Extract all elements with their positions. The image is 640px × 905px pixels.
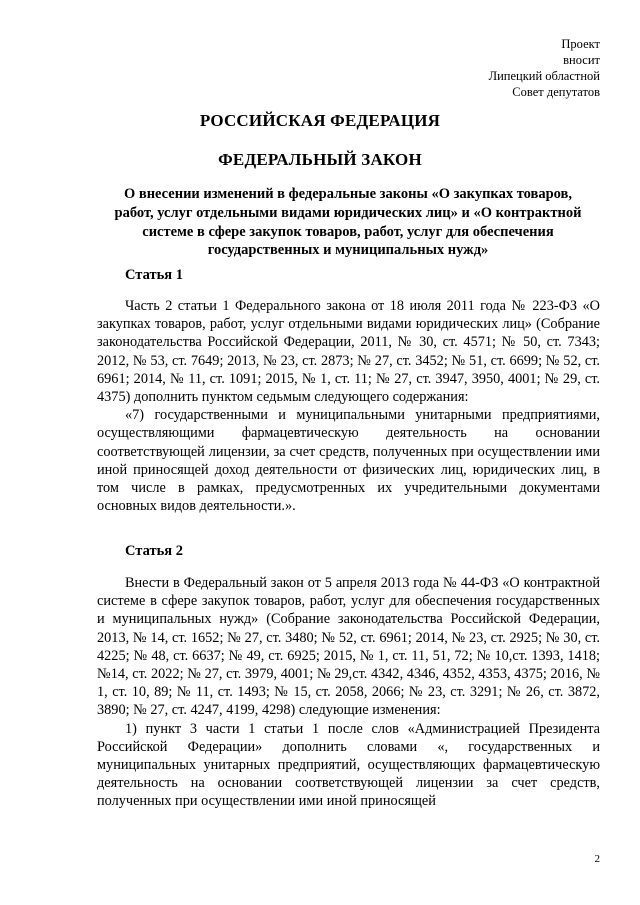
article-1-body bbox=[97, 297, 600, 515]
article-1-paragraph: Часть 2 статьи 1 Федерального закона от 18 июля 2011 года № 223-ФЗ «О закупках товаров, работ, услуг отдельными видами юридических лиц» (Собрание законодательства Российской Федерации, 2011, № 30, ст. 4571; № 50, ст. 7343; 2012, № 53, ст. 7649; 2013, № 23, ст. 2873; № 27, ст. 3452; № 51, ст. 6699; № 52, ст. 6961; 2014, № 11, ст. 1091; 2015, № 1, ст. 11; № 27, ст. 3947, 3950, 4001; № 29, ст. 4375) дополнить пунктом седьмым следующего содержания: bbox=[97, 298, 600, 406]
draft-note-line: Совет депутатов bbox=[512, 85, 600, 99]
draft-note-line: Липецкий областной bbox=[488, 69, 600, 83]
article-1-paragraph: «7) государственными и муниципальными унитарными предприятиями, осуществляющими фармацевтическую деятельность на основании соответствующей лицензии, за счет средств, полученных при осуществлении ими иной приносящей доход деятельности от физических лиц, юридических лиц, в том числе в рамках, предусмотренных их учредительными документами основных видов деятельности.». bbox=[97, 407, 600, 515]
draft-note-line: Проект bbox=[561, 37, 600, 51]
draft-note-line: вносит bbox=[563, 53, 600, 67]
article-2-paragraph: 1) пункт 3 части 1 статьи 1 после слов «Администрацией Президента Российской Федерации» дополнить словами «, государственных и муниципальных унитарных предприятий, осуществляющих фармацевтическую деятельность на основании соответствующей лицензии за счет средств, полученных при осуществлении ими иной приносящей bbox=[97, 720, 600, 810]
page-number: 2 bbox=[594, 853, 600, 865]
draft-note bbox=[489, 36, 600, 100]
article-2-body bbox=[97, 574, 600, 811]
country-title: РОССИЙСКАЯ ФЕДЕРАЦИЯ bbox=[199, 111, 441, 130]
article-1-heading: Статья 1 bbox=[125, 267, 183, 283]
article-2-heading: Статья 2 bbox=[125, 543, 183, 559]
document-type-title: ФЕДЕРАЛЬНЫЙ ЗАКОН bbox=[218, 150, 422, 169]
article-2-paragraph: Внести в Федеральный закон от 5 апреля 2013 года № 44-ФЗ «О контрактной системе в сфере закупок товаров, работ, услуг для обеспечения государственных и муниципальных нужд» (Собрание законодательства Российской Федерации, 2013, № 14, ст. 1652; № 27, ст. 3480; № 52, ст. 6961; 2014, № 23, ст. 2925; № 30, ст. 4225; № 48, ст. 6637; № 49, ст. 6925; 2015, № 1, ст. 11, 51, 72; № 10,ст. 1393, 1418; №14, ст. 2022; № 27, ст. 3979, 4001; № 29,ст. 4342, 4346, 4352, 4353, 4375; 2016, № 1, ст. 10, 89; № 11, ст. 1493; № 15, ст. 2058, 2066; № 23, ст. 3291; № 26, ст. 3872, 3890; № 27, ст. 4247, 4199, 4298) следующие изменения: bbox=[97, 575, 600, 719]
law-subtitle: О внесении изменений в федеральные законы «О закупках товаров, работ, услуг отдельными видами юридических лиц» и «О контрактной системе в сфере закупок товаров, работ, услуг для обеспечения государственных и муниципальных нужд» bbox=[114, 186, 582, 259]
